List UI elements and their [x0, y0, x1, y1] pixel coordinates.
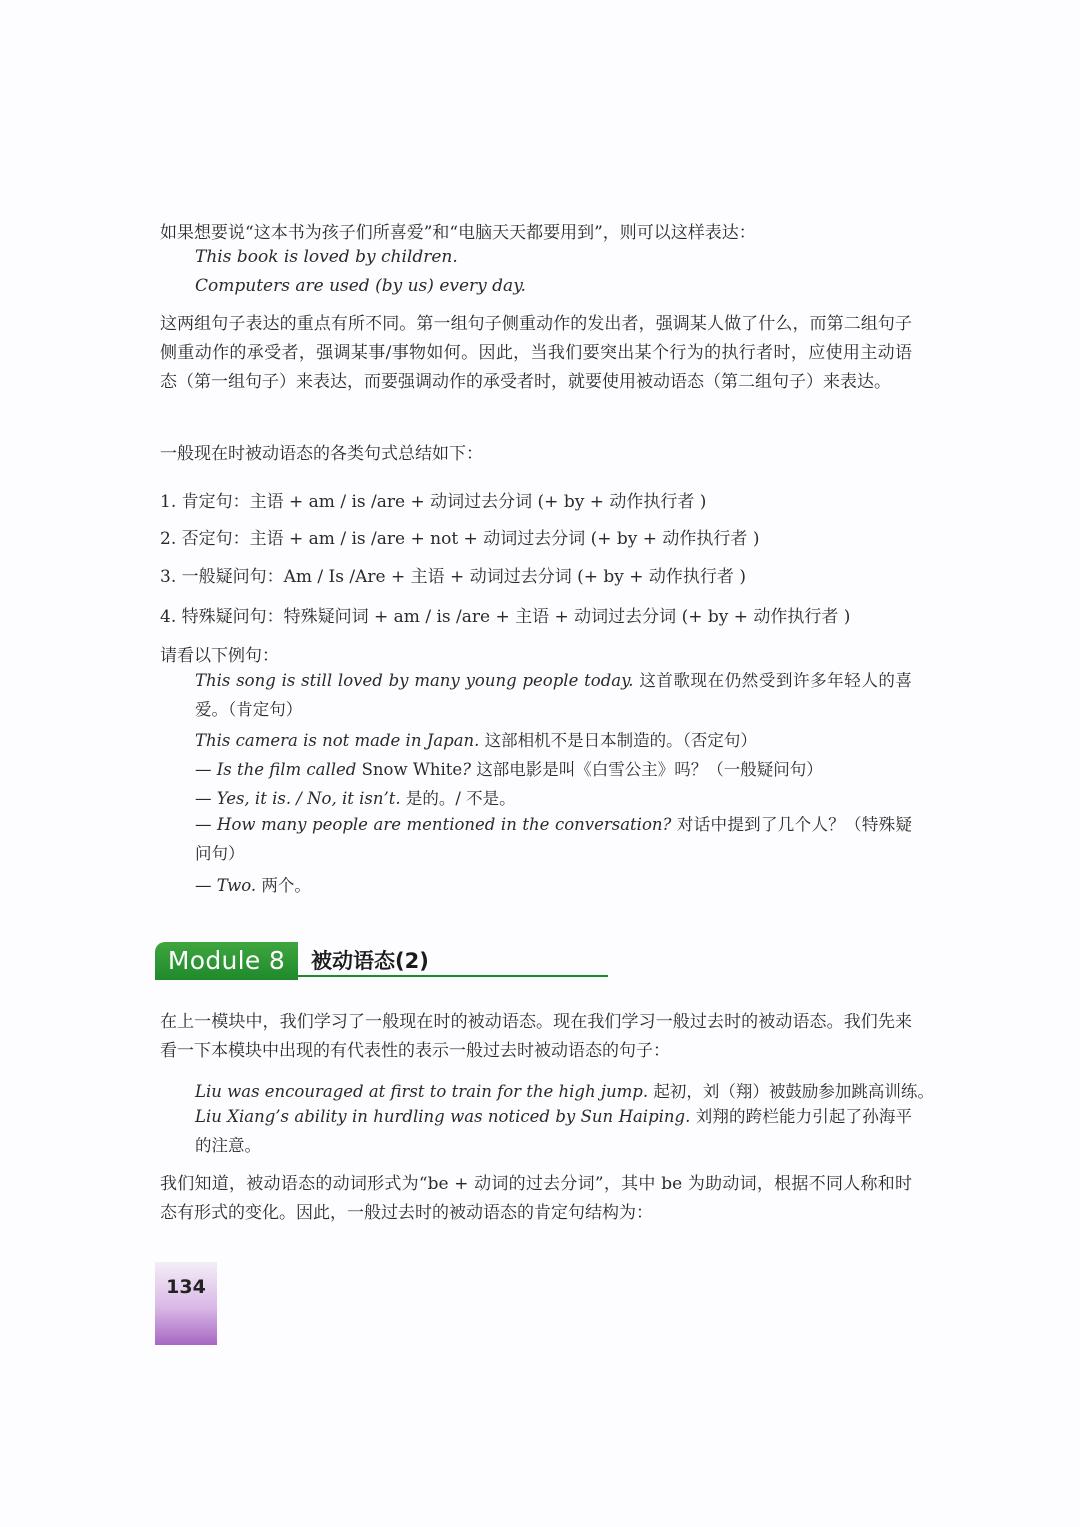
example-en: This song is still loved by many young people today.	[195, 671, 634, 690]
example-en: Liu was encouraged at first to train for the high jump.	[195, 1082, 649, 1101]
question-mark: ?	[462, 760, 477, 779]
example-cn: 是的。/ 不是。	[400, 789, 516, 808]
example-negative	[195, 727, 757, 751]
example-cn: 对话中提到了几个人？（特殊疑问句）	[195, 815, 912, 863]
summary-intro: 一般现在时被动语态的各类句式总结如下：	[160, 444, 483, 464]
module-example-1	[195, 1078, 934, 1102]
example-en: This camera is not made in Japan.	[195, 731, 480, 750]
intro-line: 如果想要说“这本书为孩子们所喜爱”和“电脑天天都要用到”，则可以这样表达：	[160, 223, 756, 243]
example-cn: 两个。	[256, 876, 311, 895]
module-intro-paragraph: 在上一模块中，我们学习了一般现在时的被动语态。现在我们学习一般过去时的被动语态。我们先来看一下本模块中出现的有代表性的表示一般过去时被动语态的句子：	[160, 1012, 912, 1061]
example-cn: 起初，刘（翔）被鼓励参加跳高训练。	[648, 1082, 934, 1101]
module-underline	[298, 975, 608, 977]
examples-intro: 请看以下例句：	[160, 646, 279, 666]
example-wh-answer	[195, 872, 311, 896]
explanation-paragraph: 这两组句子表达的重点有所不同。第一组句子侧重动作的发出者，强调某人做了什么，而第二组句子侧重动作的承受者，强调某事/事物如何。因此，当我们要突出某个行为的执行者时，应使用主动语态（第一组句子）来表达，而要强调动作的承受者时，就要使用被动语态（第二组句子）来表达。	[160, 314, 912, 392]
page-number: 134	[166, 1276, 206, 1298]
example-question	[195, 756, 823, 780]
example-en: — How many people are mentioned in the conversation?	[195, 815, 672, 834]
module-example-2	[195, 1102, 912, 1160]
example-en: — Is the film called	[195, 760, 362, 779]
pattern-negative: 2. 否定句：主语 + am / is /are + not + 动词过去分词 (+ by + 动作执行者 )	[160, 529, 760, 549]
example-cn: 这首歌现在仍然受到许多年轻人的喜爱。（肯定句）	[195, 671, 912, 719]
pattern-yes-no-question: 3. 一般疑问句：Am / Is /Are + 主语 + 动词过去分词 (+ by + 动作执行者 )	[160, 567, 746, 587]
pattern-affirmative: 1. 肯定句：主语 + am / is /are + 动词过去分词 (+ by + 动作执行者 )	[160, 492, 707, 512]
example-answer	[195, 785, 516, 809]
module-title: 被动语态(2)	[311, 949, 429, 973]
example-affirmative	[195, 666, 912, 724]
film-title: Snow White	[361, 760, 463, 779]
example-cn: 这部相机不是日本制造的。（否定句）	[479, 731, 757, 750]
example-sentence-2: Computers are used (by us) every day.	[195, 276, 526, 296]
example-cn: 这部电影是叫《白雪公主》吗？（一般疑问句）	[476, 760, 823, 779]
module-tag: Module 8	[155, 942, 298, 980]
example-en: — Two.	[195, 876, 257, 895]
example-sentence-1: This book is loved by children.	[195, 247, 458, 267]
closing-paragraph: 我们知道，被动语态的动词形式为“be + 动词的过去分词”，其中 be 为助动词，根据不同人称和时态有形式的变化。因此，一般过去时的被动语态的肯定句结构为：	[160, 1174, 912, 1223]
page-number-tab	[155, 1262, 217, 1345]
example-cn: 刘翔的跨栏能力引起了孙海平的注意。	[195, 1107, 912, 1155]
pattern-wh-question: 4. 特殊疑问句：特殊疑问词 + am / is /are + 主语 + 动词过去分词 (+ by + 动作执行者 )	[160, 607, 851, 627]
example-en: Liu Xiang’s ability in hurdling was noticed by Sun Haiping.	[195, 1107, 691, 1126]
example-en: — Yes, it is. / No, it isn’t.	[195, 789, 401, 808]
example-wh-question	[195, 810, 912, 868]
